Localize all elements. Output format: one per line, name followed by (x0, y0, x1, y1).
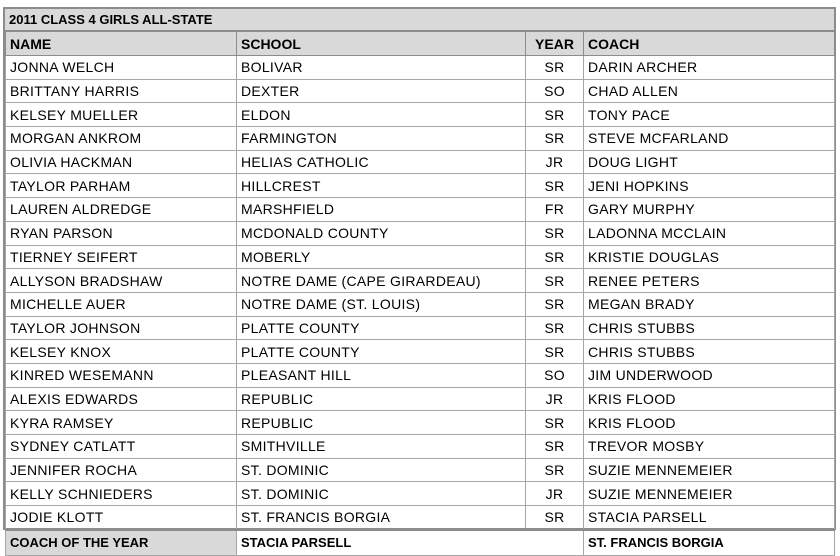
cell-school: PLATTE COUNTY (237, 316, 526, 340)
table-row (6, 292, 835, 316)
cell-coach: KRIS FLOOD (584, 387, 835, 411)
table-row (6, 506, 835, 530)
cell-school: PLATTE COUNTY (237, 340, 526, 364)
cell-coach: JIM UNDERWOOD (584, 363, 835, 387)
table-row (6, 221, 835, 245)
table-row (6, 435, 835, 459)
table-row (6, 198, 835, 222)
table-row (6, 269, 835, 293)
cell-school: FARMINGTON (237, 127, 526, 151)
cell-year: SR (526, 458, 584, 482)
cell-year: SR (526, 245, 584, 269)
cell-name: MORGAN ANKROM (6, 127, 237, 151)
cell-name: JONNA WELCH (6, 56, 237, 80)
cell-school: REPUBLIC (237, 411, 526, 435)
cell-year: FR (526, 198, 584, 222)
cell-school: NOTRE DAME (ST. LOUIS) (237, 292, 526, 316)
cell-year: SR (526, 56, 584, 80)
cell-school: PLEASANT HILL (237, 363, 526, 387)
cell-year: SR (526, 435, 584, 459)
player-rows (6, 56, 835, 530)
cell-school: NOTRE DAME (CAPE GIRARDEAU) (237, 269, 526, 293)
all-state-sheet (3, 7, 836, 551)
table-row (6, 127, 835, 151)
column-header-name: NAME (6, 32, 237, 56)
cell-name: LAUREN ALDREDGE (6, 198, 237, 222)
cell-year: SR (526, 127, 584, 151)
cell-coach: STEVE MCFARLAND (584, 127, 835, 151)
all-state-table (5, 31, 835, 556)
table-row (6, 245, 835, 269)
table-row (6, 340, 835, 364)
column-header-coach: COACH (584, 32, 835, 56)
cell-year: JR (526, 387, 584, 411)
cell-school: ST. DOMINIC (237, 458, 526, 482)
cell-coach: KRISTIE DOUGLAS (584, 245, 835, 269)
sheet-title: 2011 CLASS 4 GIRLS ALL-STATE (5, 9, 834, 31)
cell-coach: KRIS FLOOD (584, 411, 835, 435)
table-row (6, 411, 835, 435)
cell-name: KINRED WESEMANN (6, 363, 237, 387)
cell-name: ALLYSON BRADSHAW (6, 269, 237, 293)
cell-school: ELDON (237, 103, 526, 127)
table-row (6, 150, 835, 174)
cell-name: KYRA RAMSEY (6, 411, 237, 435)
table-row (6, 56, 835, 80)
coach-of-year-label: COACH OF THE YEAR (6, 530, 237, 556)
cell-coach: DARIN ARCHER (584, 56, 835, 80)
cell-year: SR (526, 316, 584, 340)
cell-coach: SUZIE MENNEMEIER (584, 482, 835, 506)
cell-year: SR (526, 292, 584, 316)
cell-name: JENNIFER ROCHA (6, 458, 237, 482)
coach-of-year-row (6, 530, 835, 556)
cell-name: TAYLOR JOHNSON (6, 316, 237, 340)
cell-year: SR (526, 221, 584, 245)
cell-school: MCDONALD COUNTY (237, 221, 526, 245)
table-row (6, 316, 835, 340)
cell-name: BRITTANY HARRIS (6, 79, 237, 103)
cell-school: HILLCREST (237, 174, 526, 198)
column-header-year: YEAR (526, 32, 584, 56)
cell-school: SMITHVILLE (237, 435, 526, 459)
cell-name: KELSEY MUELLER (6, 103, 237, 127)
cell-year: SR (526, 411, 584, 435)
cell-name: TIERNEY SEIFERT (6, 245, 237, 269)
cell-year: SO (526, 363, 584, 387)
table-row (6, 482, 835, 506)
cell-coach: CHAD ALLEN (584, 79, 835, 103)
header-row (6, 32, 835, 56)
coach-of-year-school: ST. FRANCIS BORGIA (584, 530, 835, 556)
coach-of-year-name: STACIA PARSELL (237, 530, 584, 556)
cell-year: SR (526, 103, 584, 127)
column-header-school: SCHOOL (237, 32, 526, 56)
cell-name: TAYLOR PARHAM (6, 174, 237, 198)
cell-name: SYDNEY CATLATT (6, 435, 237, 459)
cell-year: JR (526, 482, 584, 506)
cell-coach: GARY MURPHY (584, 198, 835, 222)
cell-school: DEXTER (237, 79, 526, 103)
cell-school: MOBERLY (237, 245, 526, 269)
cell-coach: JENI HOPKINS (584, 174, 835, 198)
cell-coach: CHRIS STUBBS (584, 340, 835, 364)
cell-name: KELSEY KNOX (6, 340, 237, 364)
cell-name: KELLY SCHNIEDERS (6, 482, 237, 506)
cell-name: JODIE KLOTT (6, 506, 237, 530)
cell-coach: LADONNA MCCLAIN (584, 221, 835, 245)
table-row (6, 458, 835, 482)
cell-year: SR (526, 269, 584, 293)
cell-school: REPUBLIC (237, 387, 526, 411)
cell-name: ALEXIS EDWARDS (6, 387, 237, 411)
cell-year: SR (526, 506, 584, 530)
cell-coach: RENEE PETERS (584, 269, 835, 293)
cell-school: BOLIVAR (237, 56, 526, 80)
cell-year: SR (526, 340, 584, 364)
table-row (6, 174, 835, 198)
table-row (6, 79, 835, 103)
cell-name: MICHELLE AUER (6, 292, 237, 316)
cell-school: ST. DOMINIC (237, 482, 526, 506)
cell-coach: TONY PACE (584, 103, 835, 127)
cell-year: JR (526, 150, 584, 174)
cell-name: RYAN PARSON (6, 221, 237, 245)
cell-coach: MEGAN BRADY (584, 292, 835, 316)
cell-year: SO (526, 79, 584, 103)
cell-school: ST. FRANCIS BORGIA (237, 506, 526, 530)
cell-coach: DOUG LIGHT (584, 150, 835, 174)
cell-coach: TREVOR MOSBY (584, 435, 835, 459)
cell-school: MARSHFIELD (237, 198, 526, 222)
cell-year: SR (526, 174, 584, 198)
table-row (6, 363, 835, 387)
table-row (6, 103, 835, 127)
cell-school: HELIAS CATHOLIC (237, 150, 526, 174)
cell-coach: CHRIS STUBBS (584, 316, 835, 340)
cell-coach: STACIA PARSELL (584, 506, 835, 530)
cell-name: OLIVIA HACKMAN (6, 150, 237, 174)
table-row (6, 387, 835, 411)
cell-coach: SUZIE MENNEMEIER (584, 458, 835, 482)
